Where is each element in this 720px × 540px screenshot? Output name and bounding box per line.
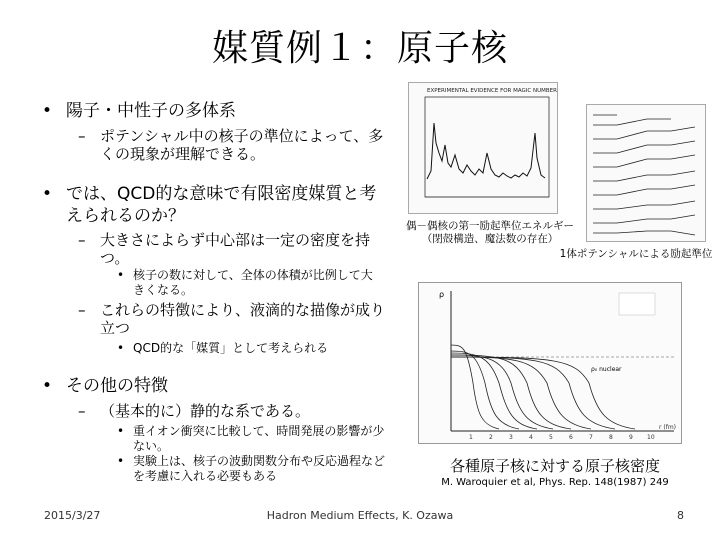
density-xlabel: r (fm) (659, 424, 677, 431)
sub-sub-bullet-wavefunction: • 実験上は、核子の波動関数分布や反応過程などを考慮に入れる必要もある (133, 454, 393, 484)
bullet-many-body: • 陽子・中性子の多体系 (66, 100, 366, 122)
sub-bullet-liquid-drop: – これらの特徴により、液滴的な描像が成り立つ (100, 301, 390, 337)
footer-center: Hadron Medium Effects, K. Ozawa (266, 509, 454, 522)
sub-bullet-static: – （基本的に）静的な系である。 (100, 402, 390, 420)
density-figure (418, 282, 682, 444)
density-nuclear-label: ρ₀ nuclear (591, 366, 622, 373)
density-tick: 4 (529, 434, 533, 441)
density-tick: 7 (589, 434, 593, 441)
density-ylabel: ρ (439, 290, 445, 299)
page-number: 8 (677, 509, 684, 522)
sub-bullet-potential-levels: – ポテンシャル中の核子の準位によって、多くの現象が理解できる。 (100, 127, 392, 163)
density-tick: 6 (569, 434, 573, 441)
density-tick: 1 (469, 434, 473, 441)
density-caption: 各種原子核に対する原子核密度 (449, 457, 660, 475)
magic-numbers-figure (408, 82, 558, 214)
density-tick: 8 (609, 434, 613, 441)
magic-caption-line1: 偶－偶核の第一励起準位エネルギー (406, 220, 574, 232)
bullet-qcd-medium: • では、QCD的な意味で有限密度媒質と考えられるのか？ (66, 183, 386, 227)
density-tick: 9 (629, 434, 633, 441)
levels-caption: 1体ポテンシャルによる励起準位 (559, 248, 713, 260)
shell-levels-diagram (587, 105, 705, 241)
density-plot (419, 283, 681, 443)
slide-title: 媒質例１：原子核 (211, 28, 508, 69)
bullet-other-features: • その他の特徴 (66, 375, 366, 397)
shell-levels-figure (586, 104, 706, 242)
magic-caption-line2: （閉殻構造、魔法数の存在） (421, 233, 559, 245)
magic-numbers-plot (409, 83, 557, 213)
sub-sub-bullet-time-evolution: • 重イオン衝突に比較して、時間発展の影響が少ない。 (133, 424, 393, 454)
magic-figure-title: EXPERIMENTAL EVIDENCE FOR MAGIC NUMBERS (427, 88, 557, 94)
density-reference: M. Waroquier et al, Phys. Rep. 148(1987) 249 (441, 477, 669, 488)
density-tick: 3 (509, 434, 513, 441)
density-tick: 5 (549, 434, 553, 441)
density-tick: 2 (489, 434, 493, 441)
sub-bullet-constant-density: – 大きさによらず中心部は一定の密度を持つ。 (100, 231, 390, 267)
footer-date: 2015/3/27 (44, 509, 101, 522)
sub-sub-bullet-volume: • 核子の数に対して、全体の体積が比例して大きくなる。 (133, 268, 383, 298)
sub-sub-bullet-qcd-medium: • QCD的な「媒質」として考えられる (133, 341, 393, 356)
density-tick: 10 (647, 434, 655, 441)
